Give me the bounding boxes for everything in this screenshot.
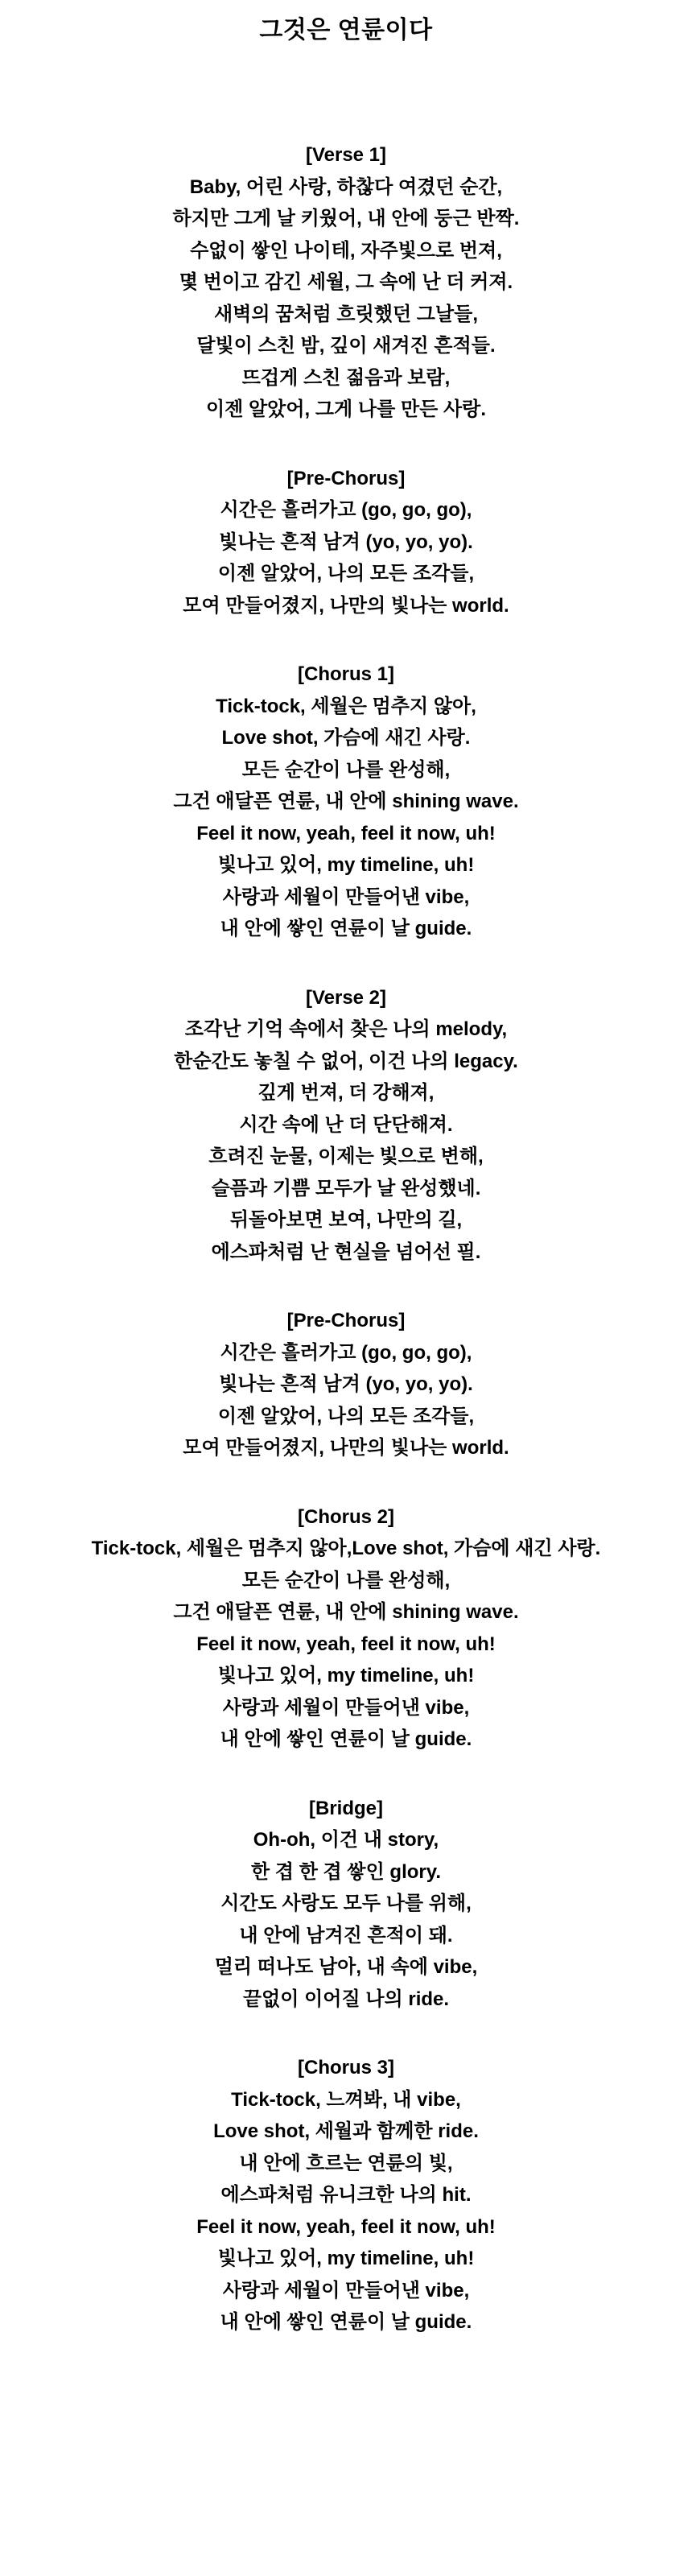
lyric-line: Baby, 어린 사랑, 하찮다 여겼던 순간, (189, 175, 503, 198)
lyric-line: Tick-tock, 느껴봐, 내 vibe, (231, 2088, 461, 2111)
lyric-line: 시간은 흘러가고 (go, go, go), (220, 1341, 472, 1364)
lyric-line: 내 안에 쌓인 연륜이 날 guide. (220, 2311, 472, 2333)
lyric-line: 내 안에 흐르는 연륜의 빛, (239, 2152, 453, 2174)
section-header: [Chorus 2] (298, 1505, 394, 1528)
lyric-line: 슬픔과 기쁨 모두가 날 완성했네. (211, 1177, 481, 1199)
lyric-line: 모든 순간이 나를 완성해, (241, 758, 451, 781)
section-header: [Chorus 3] (298, 2057, 394, 2079)
lyric-line: 이젠 알았어, 그게 나를 만든 사랑. (205, 398, 487, 420)
lyric-line: 사랑과 세월이 만들어낸 vibe, (222, 2279, 470, 2301)
lyric-line: 모여 만들어졌지, 나만의 빛나는 world. (183, 1437, 509, 1459)
lyric-line: 깊게 번져, 더 강해져, (257, 1082, 435, 1104)
lyric-line: 새벽의 꿈처럼 흐릿했던 그날들, (213, 303, 479, 325)
lyric-line: 빛나고 있어, my timeline, uh! (217, 1665, 475, 1686)
lyric-line: 빛나는 흔적 남겨 (yo, yo, yo). (219, 1373, 473, 1395)
lyric-line: 시간 속에 난 더 단단해져. (239, 1113, 453, 1136)
lyrics-section (0, 463, 692, 622)
lyric-line: Tick-tock, 세월은 멈추지 않아, (216, 695, 476, 717)
lyric-line: 이젠 알았어, 나의 모든 조각들, (217, 1405, 475, 1427)
lyric-line: 한순간도 놓칠 수 없어, 이건 나의 legacy. (174, 1050, 518, 1072)
lyrics-section (0, 1501, 692, 1756)
section-header: [Pre-Chorus] (286, 1310, 406, 1331)
lyric-line: 흐려진 눈물, 이제는 빛으로 변해, (208, 1146, 484, 1167)
lyrics-sections (0, 139, 692, 2339)
lyric-line: 멀리 떠나도 남아, 내 속에 vibe, (214, 1956, 478, 1978)
lyric-line: 빛나고 있어, my timeline, uh! (217, 854, 475, 876)
lyric-line: 몇 번이고 감긴 세월, 그 속에 난 더 커져. (179, 271, 513, 293)
lyric-line: 시간도 사랑도 모두 나를 위해, (220, 1893, 472, 1914)
lyric-line: 그건 애달픈 연륜, 내 안에 shining wave. (173, 1601, 519, 1623)
lyric-line: 내 안에 쌓인 연륜이 날 guide. (220, 918, 472, 939)
lyric-line: 모여 만들어졌지, 나만의 빛나는 world. (183, 594, 509, 617)
lyric-line: 모든 순간이 나를 완성해, (241, 1569, 451, 1591)
lyric-line: 달빛이 스친 밤, 깊이 새겨진 흔적들. (196, 335, 496, 357)
lyric-line: Feel it now, yeah, feel it now, uh! (196, 2215, 496, 2238)
lyric-line: 그건 애달픈 연륜, 내 안에 shining wave. (173, 791, 519, 812)
lyric-line: 내 안에 남겨진 흔적이 돼. (239, 1924, 453, 1946)
lyric-line: 에스파처럼 난 현실을 넘어선 필. (211, 1241, 481, 1263)
lyrics-section (0, 2052, 692, 2339)
lyrics-section (0, 1305, 692, 1464)
lyric-line: Love shot, 세월과 함께한 ride. (213, 2120, 479, 2142)
lyric-line: 뜨겁게 스친 젊음과 보람, (241, 366, 451, 389)
section-header: [Pre-Chorus] (286, 467, 406, 489)
lyric-line: 한 겹 한 겹 쌓인 glory. (250, 1860, 441, 1883)
lyrics-section (0, 1793, 692, 2016)
section-header: [Chorus 1] (298, 663, 394, 685)
lyric-line: 에스파처럼 유니크한 나의 hit. (220, 2184, 472, 2206)
lyric-line: Love shot, 가슴에 새긴 사랑. (221, 727, 471, 749)
lyric-line: 시간은 흘러가고 (go, go, go), (220, 499, 472, 521)
lyric-line: 빛나고 있어, my timeline, uh! (217, 2248, 475, 2269)
lyrics-section (0, 139, 692, 426)
lyric-line: 빛나는 흔적 남겨 (yo, yo, yo). (219, 530, 473, 553)
lyric-line: Oh-oh, 이건 내 story, (253, 1829, 439, 1851)
lyric-line: Feel it now, yeah, feel it now, uh! (196, 1633, 496, 1655)
lyrics-section (0, 982, 692, 1269)
lyric-line: 이젠 알았어, 나의 모든 조각들, (217, 563, 475, 584)
section-header: [Verse 2] (305, 986, 387, 1009)
lyric-line: 수없이 쌓인 나이테, 자주빛으로 번져, (190, 239, 502, 262)
lyric-line: 하지만 그게 날 키웠어, 내 안에 둥근 반짝. (172, 208, 520, 229)
lyric-line: Feel it now, yeah, feel it now, uh! (196, 822, 496, 844)
lyric-line: 조각난 기억 속에서 찾은 나의 melody, (184, 1018, 508, 1040)
lyric-line: 사랑과 세월이 만들어낸 vibe, (222, 886, 470, 908)
lyric-line: 내 안에 쌓인 연륜이 날 guide. (220, 1728, 472, 1750)
section-header: [Verse 1] (305, 144, 387, 166)
section-header: [Bridge] (309, 1797, 383, 1819)
lyric-line: 뒤돌아보면 보여, 나만의 길, (229, 1209, 463, 1231)
page-title: 그것은 연륜이다 (259, 17, 433, 43)
lyric-line: Tick-tock, 세월은 멈추지 않아,Love shot, 가슴에 새긴 사랑. (91, 1538, 601, 1559)
lyric-line: 사랑과 세월이 만들어낸 vibe, (222, 1696, 470, 1719)
lyrics-section (0, 658, 692, 945)
lyric-line: 끝없이 이어질 나의 ride. (242, 1988, 450, 2010)
